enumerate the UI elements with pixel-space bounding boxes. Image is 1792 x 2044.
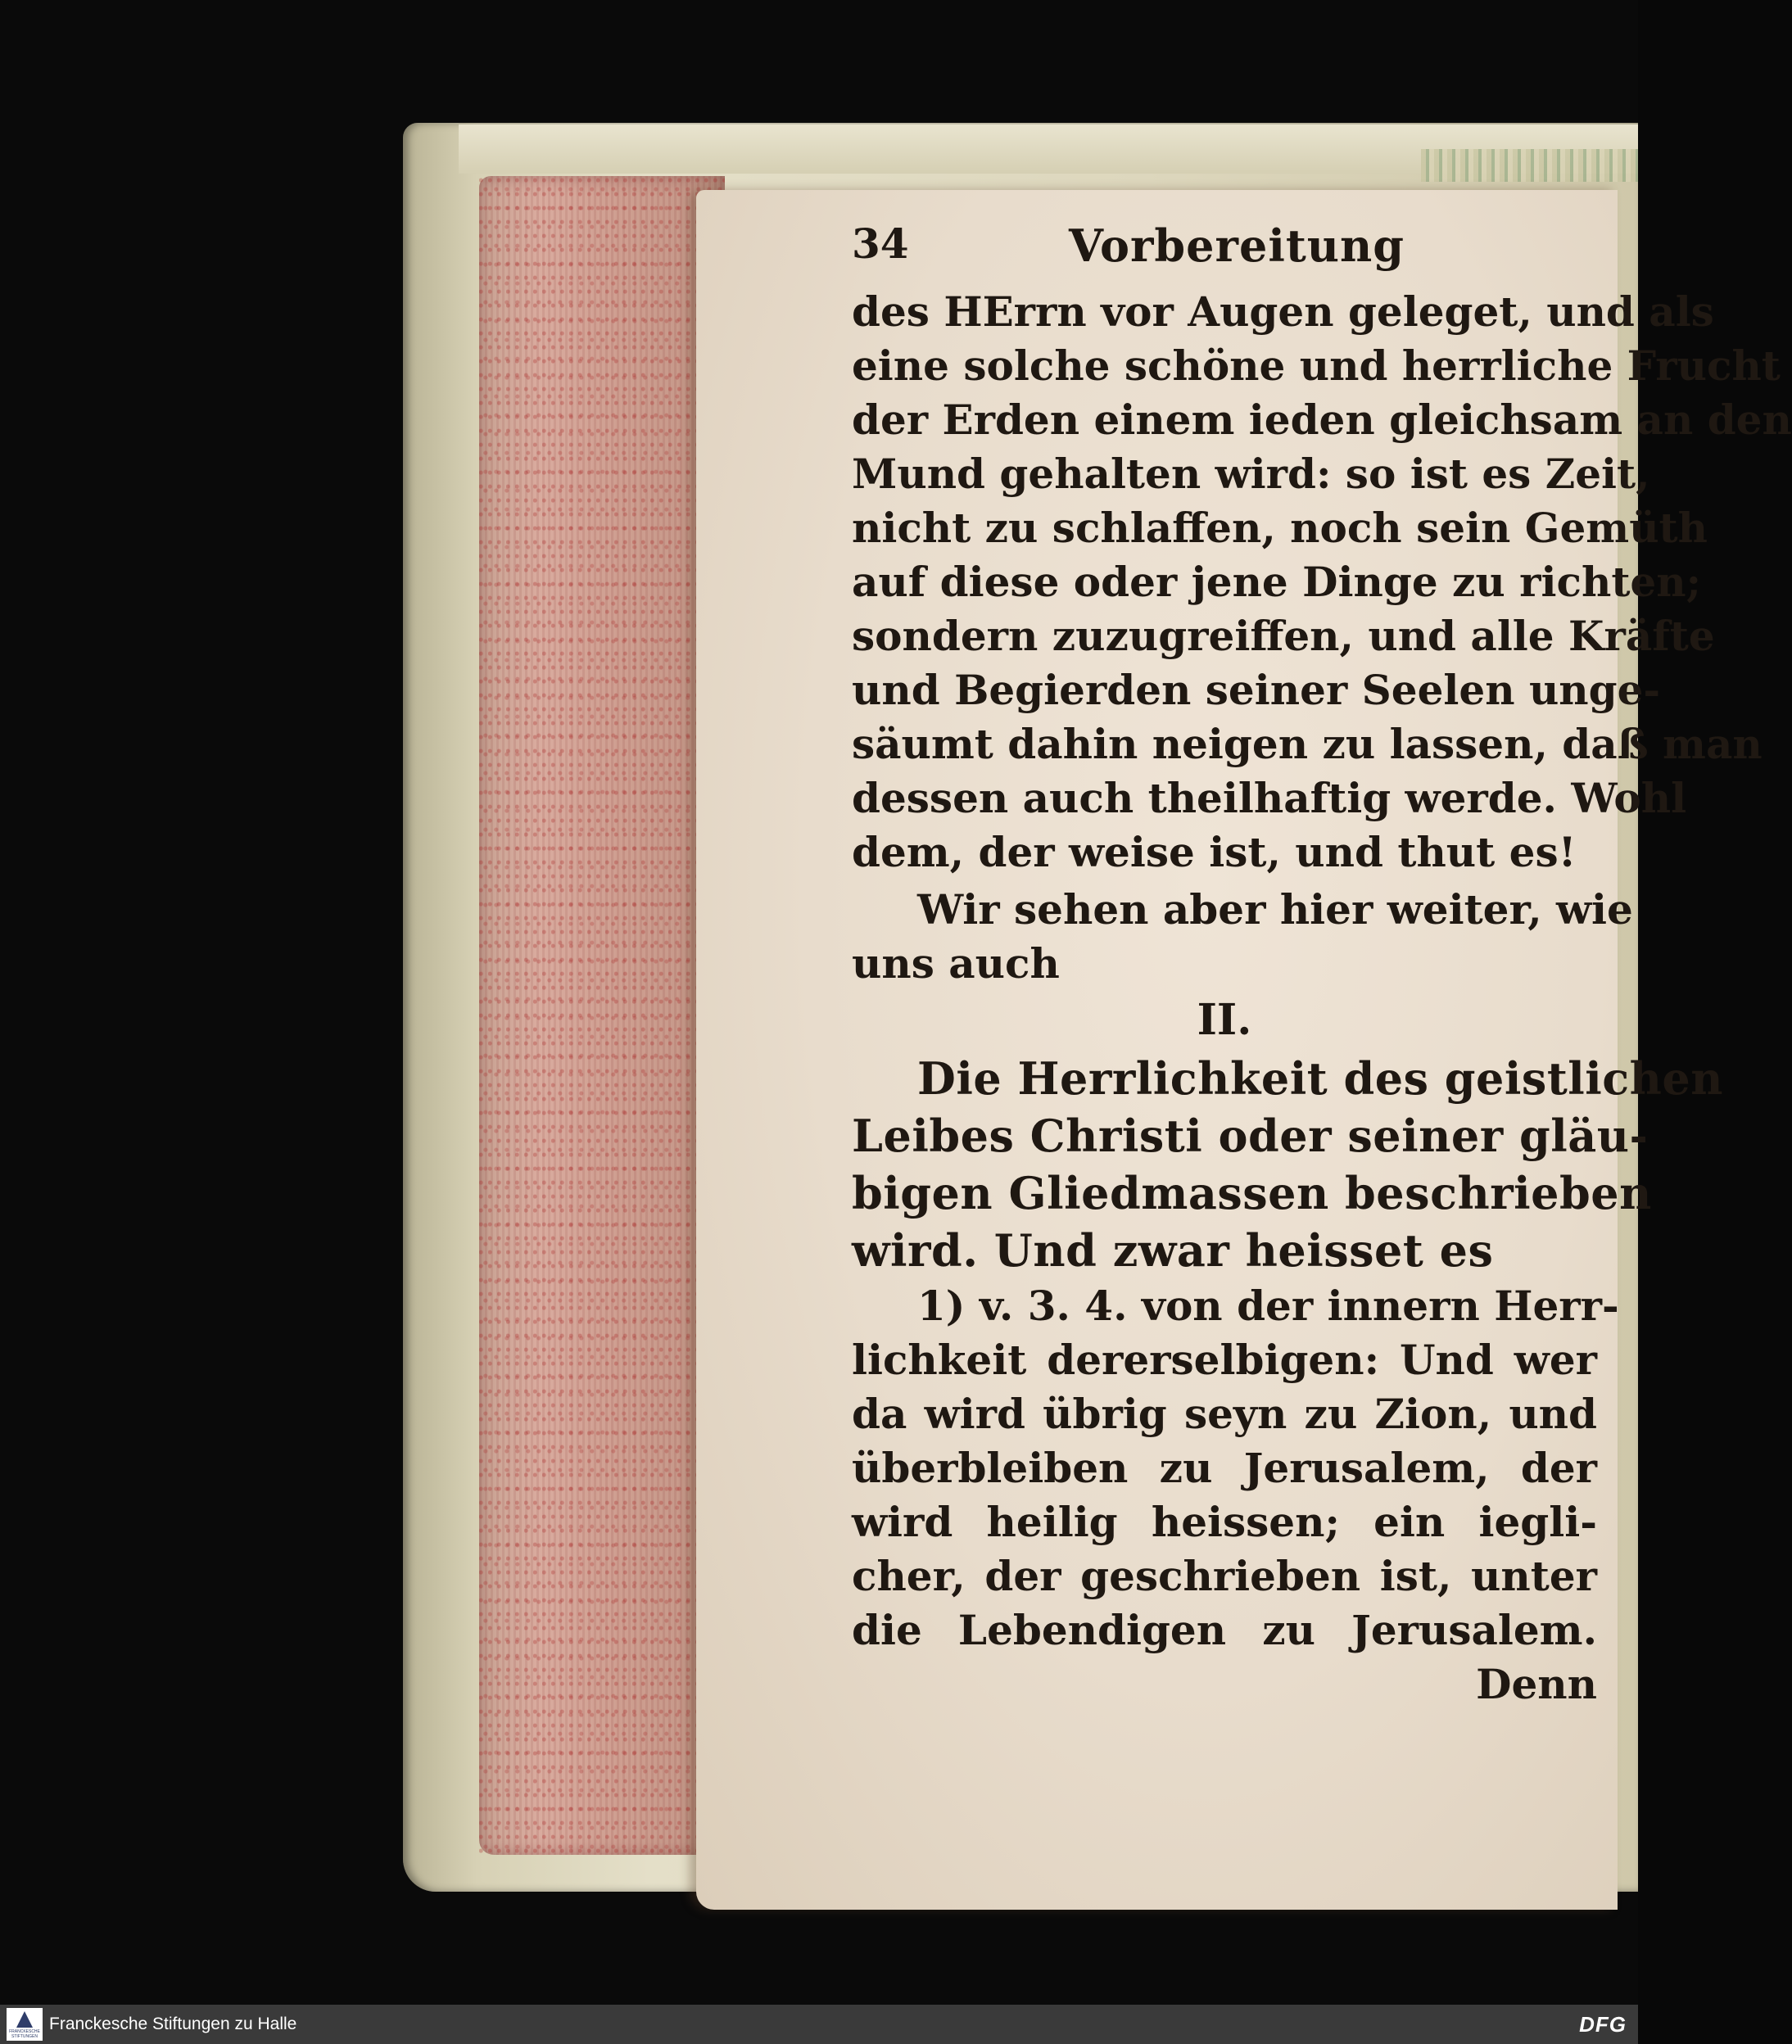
text-line: der Erden einem ieden gleichsam an den — [852, 396, 1792, 444]
institution-logo-text: FRANCKESCHE STIFTUNGEN — [9, 2029, 40, 2039]
paragraph-1 — [852, 285, 1792, 880]
paragraph-3 — [852, 1279, 1619, 1657]
page-block-edges — [479, 176, 725, 1855]
heading-line: bigen Gliedmassen beschrieben — [852, 1167, 1652, 1219]
text-line: säumt dahin neigen zu lassen, daß man — [852, 720, 1763, 768]
book-headband — [1421, 149, 1638, 182]
text-line: Wir sehen aber hier weiter, wie — [917, 885, 1633, 934]
section-heading — [852, 1050, 1724, 1279]
footer-bar — [0, 2005, 1638, 2044]
text-line: des HErrn vor Augen geleget, und als — [852, 287, 1714, 336]
dfg-logo[interactable]: DFG — [1579, 2012, 1627, 2037]
text-line: auf diese oder jene Dinge zu richten; — [852, 558, 1702, 606]
institution-logo-icon — [16, 2011, 33, 2028]
catchword: Denn — [1476, 1660, 1597, 1708]
page-header — [852, 219, 1597, 277]
heading-line: Leibes Christi oder seiner gläu- — [852, 1110, 1649, 1162]
text-line: Mund gehalten wird: so ist es Zeit, — [852, 450, 1650, 498]
text-line: cher, der geschrieben ist, unter — [852, 1552, 1597, 1600]
text-line: uns auch — [852, 939, 1060, 988]
institution-logo[interactable] — [7, 2008, 43, 2041]
paragraph-2 — [852, 883, 1633, 991]
text-line: und Begierden seiner Seelen unge- — [852, 666, 1661, 714]
page-text — [852, 219, 1792, 1712]
section-numeral: II. — [1197, 995, 1252, 1045]
text-line: die Lebendigen zu Jerusalem. — [852, 1606, 1597, 1654]
running-head: Vorbereitung — [1069, 219, 1405, 272]
text-line: eine solche schöne und herrliche Frucht — [852, 341, 1781, 390]
heading-line: wird. Und zwar heisset es — [852, 1224, 1494, 1277]
text-line: dem, der weise ist, und thut es! — [852, 828, 1577, 876]
text-line: lichkeit dererselbigen: Und wer — [852, 1336, 1597, 1384]
institution-name: Franckesche Stiftungen zu Halle — [49, 2015, 297, 2033]
text-line: sondern zuzugreiffen, und alle Kräfte — [852, 612, 1715, 660]
heading-line: Die Herrlichkeit des geistlichen — [917, 1052, 1724, 1105]
text-line: 1) v. 3. 4. von der innern Herr- — [917, 1282, 1619, 1330]
text-line: nicht zu schlaffen, noch sein Gemüth — [852, 504, 1708, 552]
text-line: da wird übrig seyn zu Zion, und — [852, 1390, 1597, 1438]
text-line: überbleiben zu Jerusalem, der — [852, 1444, 1597, 1492]
text-line: dessen auch theilhaftig werde. Wohl — [852, 774, 1687, 822]
text-line: wird heilig heissen; ein iegli- — [852, 1498, 1597, 1546]
page-number: 34 — [852, 219, 909, 268]
